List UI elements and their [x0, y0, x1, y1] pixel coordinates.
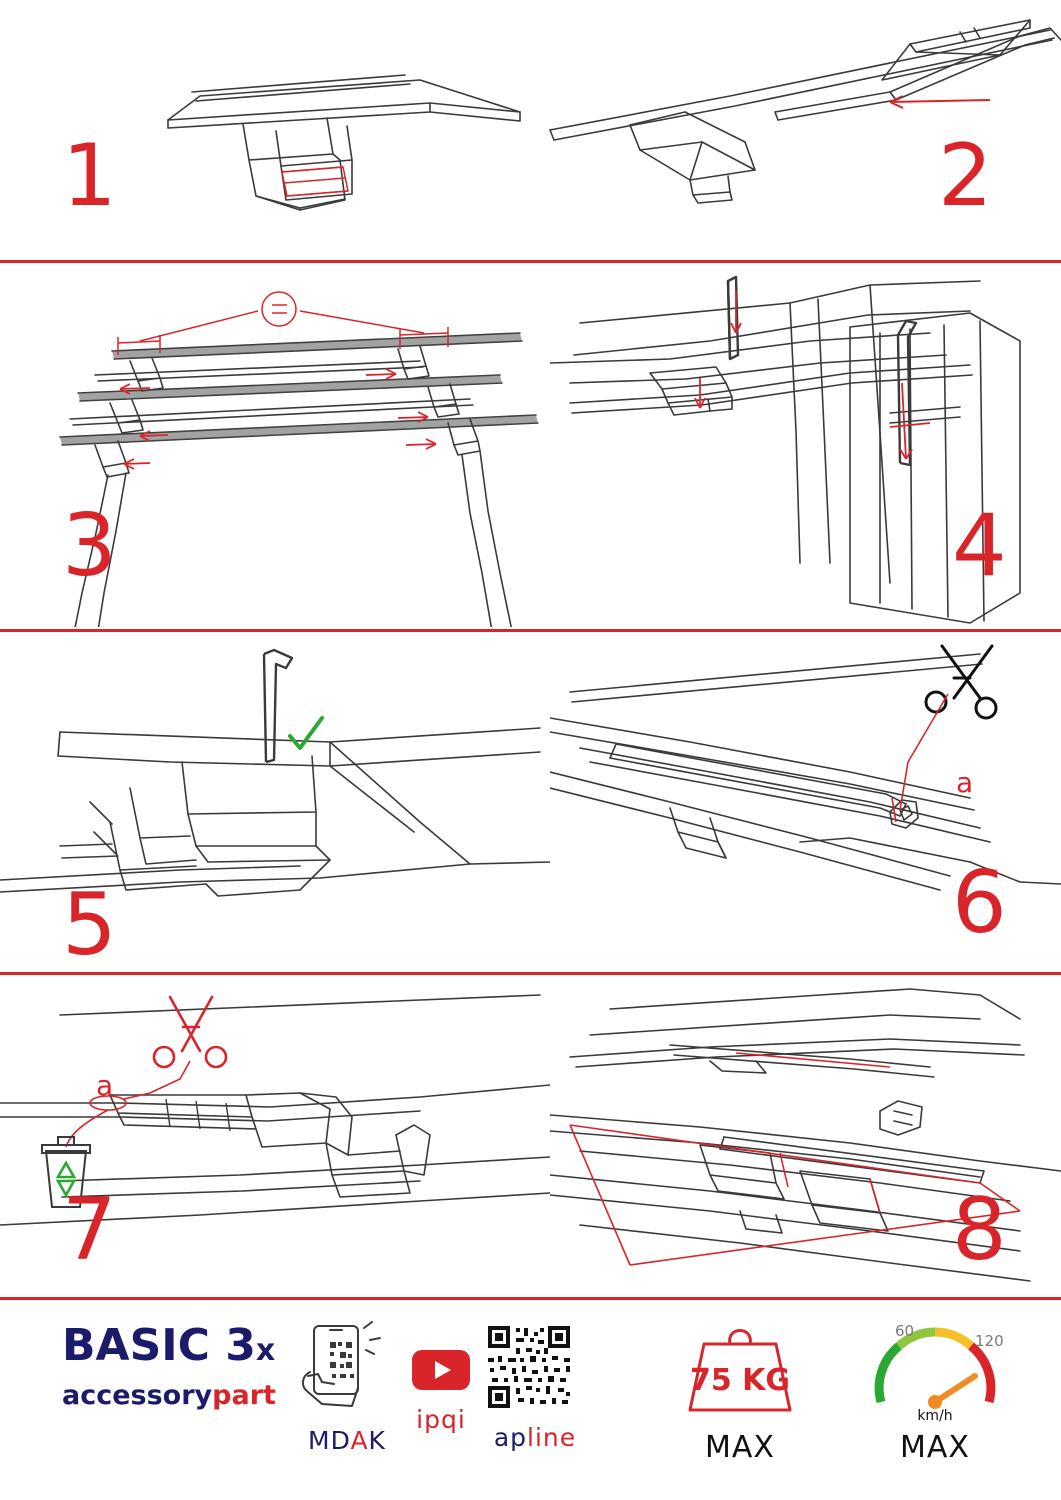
- step-number-3: 3: [62, 496, 115, 596]
- load-limit-label: MAX: [705, 1430, 775, 1465]
- brand-block: [62, 1320, 292, 1411]
- footer-label-apline: [480, 1423, 590, 1452]
- gauge-tick-60: 60: [895, 1322, 915, 1340]
- step-panel-1: [0, 0, 530, 258]
- step-number-6: 6: [952, 853, 1005, 953]
- qr-code-icon: [480, 1322, 590, 1412]
- footer-label-mdak: [292, 1426, 402, 1455]
- step-number-4: 4: [952, 496, 1005, 596]
- step-panel-8: [550, 975, 1061, 1295]
- step-panel-4: [550, 263, 1061, 627]
- step-number-8: 8: [952, 1180, 1005, 1280]
- speedometer-icon: [855, 1310, 1015, 1425]
- hand-phone-qr-icon: [292, 1320, 402, 1415]
- step-number-2: 2: [938, 126, 991, 226]
- youtube-icon: [396, 1344, 486, 1394]
- footer-item-apline[interactable]: [480, 1322, 590, 1452]
- footer: [0, 1300, 1061, 1500]
- company-name-second: part: [212, 1380, 276, 1411]
- footer-item-ipqi[interactable]: [396, 1344, 486, 1434]
- mdak-label-mark: A: [350, 1426, 369, 1455]
- weight-value: 75 KG: [689, 1363, 791, 1398]
- step-number-1: 1: [62, 126, 115, 226]
- step-number-5: 5: [62, 875, 115, 970]
- apline-label-first: ap: [493, 1423, 528, 1452]
- mdak-label-last: K: [368, 1426, 386, 1455]
- marker-a-label-7: a: [96, 1069, 114, 1102]
- product-name: [62, 1320, 292, 1371]
- step-panel-3: [0, 263, 550, 627]
- footer-load-limit: [660, 1310, 820, 1465]
- footer-item-mdak[interactable]: [292, 1320, 402, 1455]
- footer-label-ipqi: ipqi: [416, 1405, 466, 1434]
- company-name: [62, 1382, 292, 1409]
- gauge-unit: km/h: [917, 1408, 953, 1424]
- step-panel-2: [530, 0, 1061, 258]
- weight-icon: [660, 1310, 820, 1425]
- apline-label-second: line: [527, 1423, 577, 1452]
- product-name-suffix: x: [255, 1333, 276, 1368]
- product-name-text: BASIC 3: [62, 1320, 256, 1371]
- marker-a-label-6: a: [956, 766, 974, 799]
- step-panel-7: [0, 975, 550, 1295]
- step-panel-6: [550, 632, 1061, 970]
- speed-limit-label: MAX: [900, 1430, 970, 1465]
- footer-speed-limit: [855, 1310, 1015, 1465]
- gauge-tick-120: 120: [975, 1332, 1004, 1350]
- step-panel-5: [0, 632, 550, 970]
- step-number-7: 7: [62, 1180, 115, 1280]
- mdak-label-first: MD: [308, 1426, 351, 1455]
- company-name-first: accessory: [62, 1380, 213, 1411]
